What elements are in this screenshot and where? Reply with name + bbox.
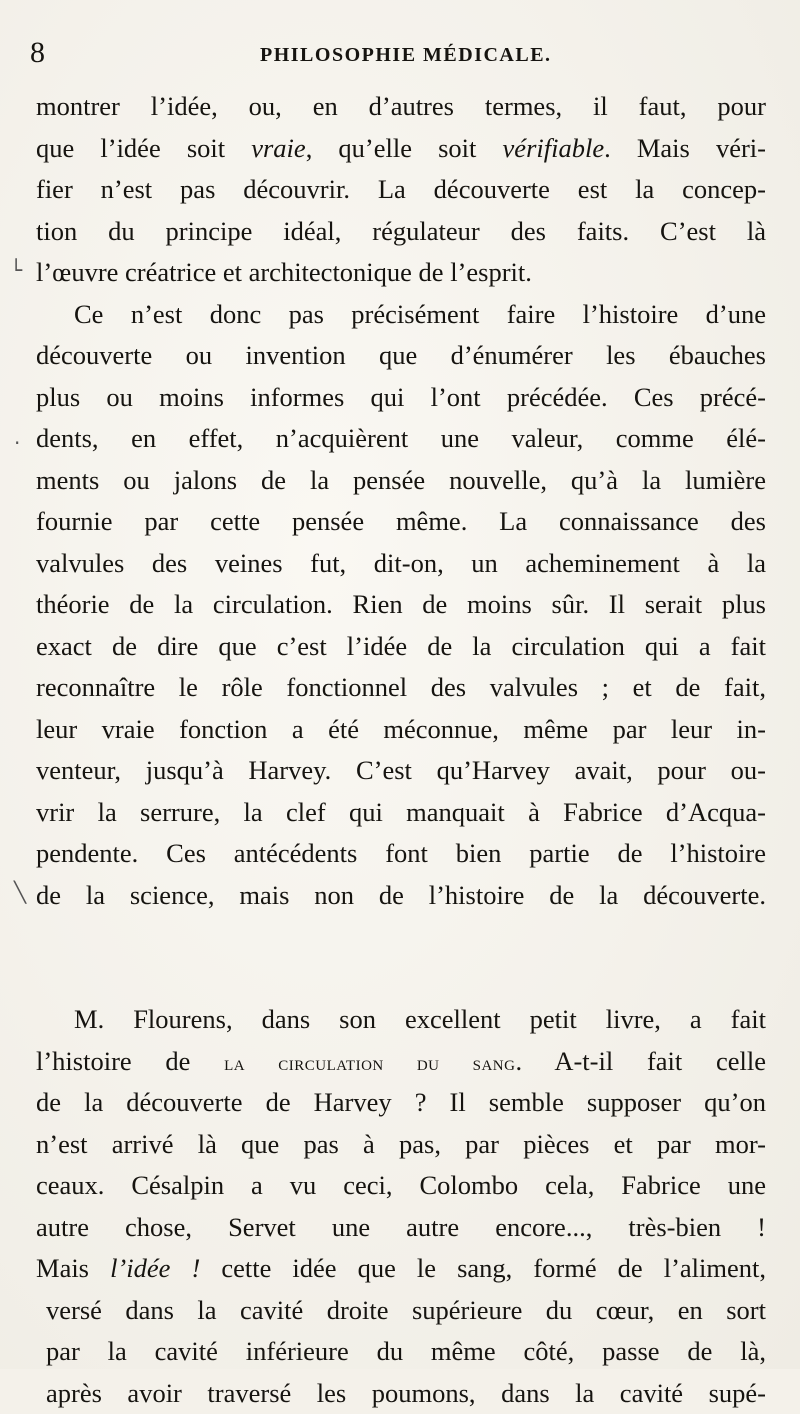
text-line: autre chose, Servet une autre encore..., très-bien ! [36, 1207, 766, 1249]
text-line: fournie par cette pensée même. La connaissance des [36, 501, 766, 543]
text-line: tion du principe idéal, régulateur des faits. C’est là [36, 211, 766, 253]
text-line: ments ou jalons de la pensée nouvelle, qu’à la lumière [36, 460, 766, 502]
text-line: pendente. Ces antécédents font bien partie de l’histoire [36, 833, 766, 875]
text-line: leur vraie fonction a été méconnue, même par leur in- [36, 709, 766, 751]
text-line: plus ou moins informes qui l’ont précédée. Ces précé- [36, 377, 766, 419]
text-line: M. Flourens, dans son excellent petit livre, a fait [36, 999, 766, 1041]
text-line: l’histoire de la circulation du sang. A-t-il fait celle [36, 1041, 766, 1083]
body-text [36, 86, 766, 1414]
text-line: venteur, jusqu’à Harvey. C’est qu’Harvey avait, pour ou- [36, 750, 766, 792]
text-line: par la cavité inférieure du même côté, passe de là, [36, 1331, 766, 1373]
running-title: PHILOSOPHIE MÉDICALE. [260, 44, 552, 67]
margin-mark: ╲ [14, 880, 26, 904]
text-line: découverte ou invention que d’énumérer les ébauches [36, 335, 766, 377]
text-line: que l’idée soit vraie, qu’elle soit vérifiable. Mais véri- [36, 128, 766, 170]
text-line [36, 958, 766, 1000]
text-line: de la découverte de Harvey ? Il semble supposer qu’on [36, 1082, 766, 1124]
page-number: 8 [30, 36, 45, 70]
margin-mark: . [14, 425, 20, 449]
text-line [36, 916, 766, 958]
text-line: reconnaître le rôle fonctionnel des valvules ; et de fait, [36, 667, 766, 709]
text-line: Mais l’idée ! cette idée que le sang, formé de l’aliment, [36, 1248, 766, 1290]
text-line: Ce n’est donc pas précisément faire l’histoire d’une [36, 294, 766, 336]
text-line: fier n’est pas découvrir. La découverte est la concep- [36, 169, 766, 211]
text-line: dents, en effet, n’acquièrent une valeur, comme élé- [36, 418, 766, 460]
text-line: n’est arrivé là que pas à pas, par pièces et par mor- [36, 1124, 766, 1166]
text-line: vrir la serrure, la clef qui manquait à Fabrice d’Acqua- [36, 792, 766, 834]
text-line: valvules des veines fut, dit-on, un acheminement à la [36, 543, 766, 585]
text-line: exact de dire que c’est l’idée de la circulation qui a fait [36, 626, 766, 668]
text-line: ceaux. Césalpin a vu ceci, Colombo cela, Fabrice une [36, 1165, 766, 1207]
text-line: versé dans la cavité droite supérieure du cœur, en sort [36, 1290, 766, 1332]
text-line: de la science, mais non de l’histoire de la découverte. [36, 875, 766, 917]
margin-mark: └ [10, 258, 22, 282]
text-line: montrer l’idée, ou, en d’autres termes, il faut, pour [36, 86, 766, 128]
text-line: théorie de la circulation. Rien de moins sûr. Il serait plus [36, 584, 766, 626]
text-line: l’œuvre créatrice et architectonique de l’esprit. [36, 252, 766, 294]
page-header [30, 36, 770, 70]
text-line: après avoir traversé les poumons, dans la cavité supé- [36, 1373, 766, 1414]
